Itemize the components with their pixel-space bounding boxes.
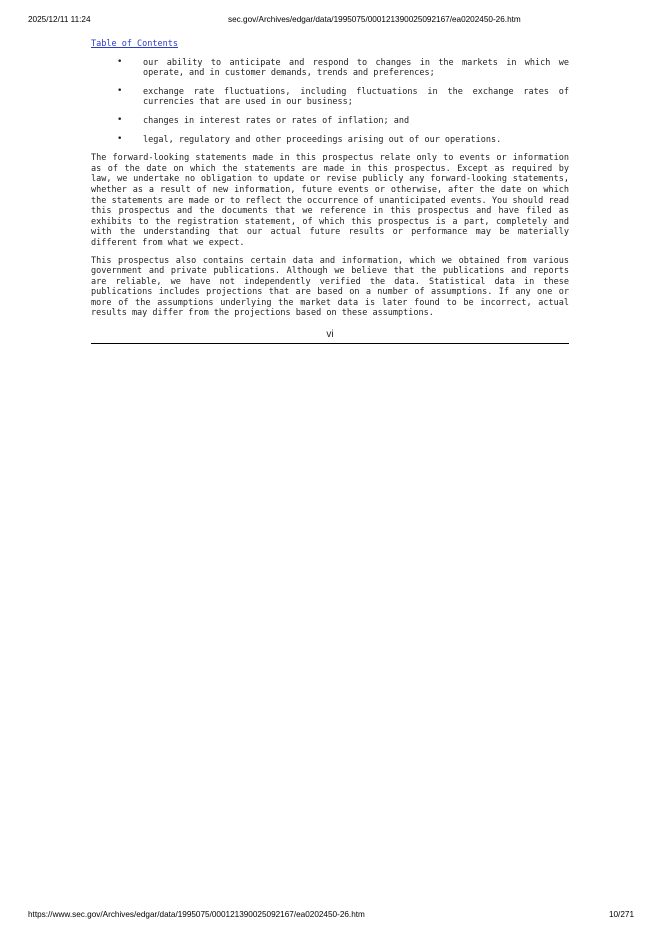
list-item-text: legal, regulatory and other proceedings arising out of our operations. (143, 134, 502, 145)
paragraph-data-sources: This prospectus also contains certain data and information, which we obtained from various government and private publications. Although we believe that the publications and reports are reliable, we have not independently verified the data. Statistical data in these publications includes projections that are based on a number of assumptions. If any one or more of the assumptions underlying the market data is later found to be incorrect, actual results may differ from the projections based on these assumptions. (91, 255, 569, 319)
print-header (28, 15, 634, 29)
print-page-count: 10/271 (608, 910, 634, 919)
document-body (91, 39, 569, 344)
list-item-text: changes in interest rates or rates of inflation; and (143, 115, 410, 126)
table-of-contents-link[interactable]: Table of Contents (91, 39, 178, 49)
print-footer (28, 910, 634, 924)
print-datetime: 2025/12/11 11:24 (28, 15, 91, 24)
list-item (91, 116, 569, 127)
print-footer-url: https://www.sec.gov/Archives/edgar/data/1995075/000121390025092167/ea0202450-26.htm (28, 910, 365, 919)
bullet-list (91, 58, 569, 146)
print-header-url: sec.gov/Archives/edgar/data/1995075/000121390025092167/ea0202450-26.htm (228, 15, 521, 24)
paragraph-forward-looking: The forward-looking statements made in this prospectus relate only to events or information as of the date on which the statements are made in this prospectus. Except as required by law, we undertake no obligation to update or revise publicly any forward-looking statements, whether as a result of new information, future events or otherwise, after the date on which the statements are made or to reflect the occurrence of unanticipated events. You should read this prospectus and the documents that we reference in this prospectus and have filed as exhibits to the registration statement, of which this prospectus is a part, completely and with the understanding that our actual future results or performance may be materially different from what we expect. (91, 153, 569, 248)
bullet-icon: • (117, 133, 123, 144)
page-divider (91, 343, 569, 344)
bullet-icon: • (117, 85, 123, 96)
bullet-icon: • (117, 114, 123, 125)
list-item (91, 87, 569, 108)
list-item-text: exchange rate fluctuations, including fluctuations in the exchange rates of currencies that are used in our business; (143, 86, 569, 108)
list-item-text: our ability to anticipate and respond to changes in the markets in which we operate, and in customer demands, trends and preferences; (143, 57, 569, 79)
list-item (91, 58, 569, 79)
page-number: vi (326, 329, 334, 341)
bullet-icon: • (117, 56, 123, 67)
list-item (91, 135, 569, 146)
